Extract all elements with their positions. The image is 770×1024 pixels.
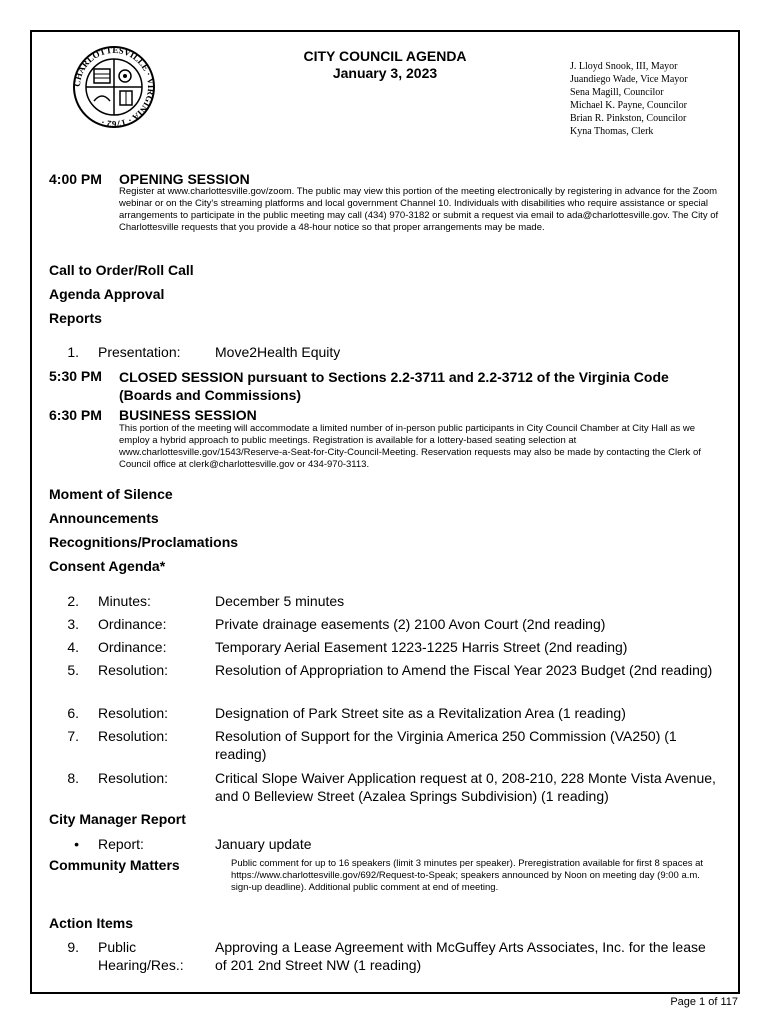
item-number: 1. — [67, 344, 79, 360]
item-type: Presentation: — [98, 344, 181, 360]
item-type: Report: — [98, 836, 144, 852]
item-description: January update — [215, 836, 312, 852]
item-type: Resolution: — [98, 728, 169, 744]
item-number: 2. — [67, 593, 79, 609]
city-seal-logo — [72, 45, 156, 129]
bullet: • — [74, 836, 79, 852]
heading-moment-of-silence: Moment of Silence — [49, 486, 173, 502]
heading-consent-agenda: Consent Agenda* — [49, 558, 166, 574]
heading-recognitions: Recognitions/Proclamations — [49, 534, 239, 550]
heading-community-matters: Community Matters — [49, 857, 180, 873]
heading-call-to-order: Call to Order/Roll Call — [49, 262, 194, 278]
item-description: December 5 minutes — [215, 593, 345, 609]
heading-action-items: Action Items — [49, 915, 134, 931]
heading-city-manager-report: City Manager Report — [49, 811, 186, 827]
page-number: Page 1 of 117 — [670, 996, 738, 1008]
business-session-title: BUSINESS SESSION — [119, 407, 257, 423]
heading-announcements: Announcements — [49, 510, 159, 526]
item-type: Minutes: — [98, 593, 151, 609]
item-description: Critical Slope Waiver Application request at 0, 208-210, 228 Monte Vista Avenue, and 0 Belleview Street (Azalea Springs Subdivision) (1 reading) — [215, 770, 716, 804]
business-session-note: This portion of the meeting will accommodate a limited number of in-person public participants in City Council Chamber at City Hall as we employ a hybrid approach to public meetings. Registration is available for a lottery-based seating selection at www.charlottesville.gov/1543/Reserve-a-Seat-for-City-Council-Meeting. Reservation requests may also be made by contacting the Clerk of Council office at clerk@charlottesville.gov or 434-970-3113. — [119, 423, 701, 470]
item-number: 4. — [67, 639, 79, 655]
opening-session-title: OPENING SESSION — [119, 171, 250, 187]
item-type: Resolution: — [98, 662, 169, 678]
closed-session-title: CLOSED SESSION pursuant to Sections 2.2-3711 and 2.2-3712 of the Virginia Code (Boards and Commissions) — [119, 369, 669, 403]
item-type: Ordinance: — [98, 639, 167, 655]
svg-text:CHARLOTTESVILLE · VIRGINIA · 1: CHARLOTTESVILLE · VIRGINIA · 1762 · — [72, 45, 156, 129]
item-description: Designation of Park Street site as a Revitalization Area (1 reading) — [215, 705, 626, 721]
item-type: Ordinance: — [98, 616, 167, 632]
council-member: Kyna Thomas, Clerk — [570, 126, 654, 137]
item-description: Temporary Aerial Easement 1223-1225 Harris Street (2nd reading) — [215, 639, 628, 655]
council-member: J. Lloyd Snook, III, Mayor — [570, 61, 678, 72]
item-number: 3. — [67, 616, 79, 632]
agenda-title-block — [240, 48, 530, 82]
council-member: Brian R. Pinkston, Councilor — [570, 113, 687, 124]
opening-session-note: Register at www.charlottesville.gov/zoom. The public may view this portion of the meeting electronically by registering in advance for the Zoom webinar or on the City's streaming platforms and local government Channel 10. Individuals with disabilities who require assistance or special arrangements to participate in the public meeting may call (434) 970-3182 or submit a request via email to ada@charlottesville.gov. The City of Charlottesville requests that you provide a 48-hour notice so that proper arrangements may be made. — [119, 186, 719, 233]
item-number: 8. — [67, 770, 79, 786]
council-member: Sena Magill, Councilor — [570, 87, 664, 98]
agenda-date: January 3, 2023 — [332, 65, 438, 81]
item-number: 6. — [67, 705, 79, 721]
council-member: Michael K. Payne, Councilor — [570, 100, 687, 111]
community-matters-note: Public comment for up to 16 speakers (limit 3 minutes per speaker). Preregistration available for first 8 spaces at https://www.charlottesville.gov/692/Request-to-Speak; speakers announced by Noon on meeting day (9:00 a.m. sign-up deadline). Additional public comment at end of meeting. — [231, 858, 704, 893]
item-description: Move2Health Equity — [215, 344, 341, 360]
item-number: 5. — [67, 662, 79, 678]
item-description: Approving a Lease Agreement with McGuffey Arts Associates, Inc. for the lease of 201 2nd Street NW (1 reading) — [215, 939, 706, 973]
business-time: 6:30 PM — [49, 407, 102, 423]
item-number: 7. — [67, 728, 79, 744]
item-type: Resolution: — [98, 770, 169, 786]
heading-agenda-approval: Agenda Approval — [49, 286, 165, 302]
closed-time: 5:30 PM — [49, 368, 102, 384]
agenda-title: CITY COUNCIL AGENDA — [303, 48, 467, 64]
item-description: Resolution of Appropriation to Amend the Fiscal Year 2023 Budget (2nd reading) — [215, 662, 713, 678]
item-number: 9. — [67, 939, 79, 955]
item-type: Resolution: — [98, 705, 169, 721]
opening-time: 4:00 PM — [49, 171, 102, 187]
item-description: Private drainage easements (2) 2100 Avon Court (2nd reading) — [215, 616, 606, 632]
item-description: Resolution of Support for the Virginia America 250 Commission (VA250) (1 reading) — [215, 728, 677, 762]
council-list — [570, 60, 688, 138]
heading-reports: Reports — [49, 310, 102, 326]
council-member: Juandiego Wade, Vice Mayor — [570, 74, 688, 85]
item-type: Public Hearing/Res.: — [98, 939, 184, 973]
